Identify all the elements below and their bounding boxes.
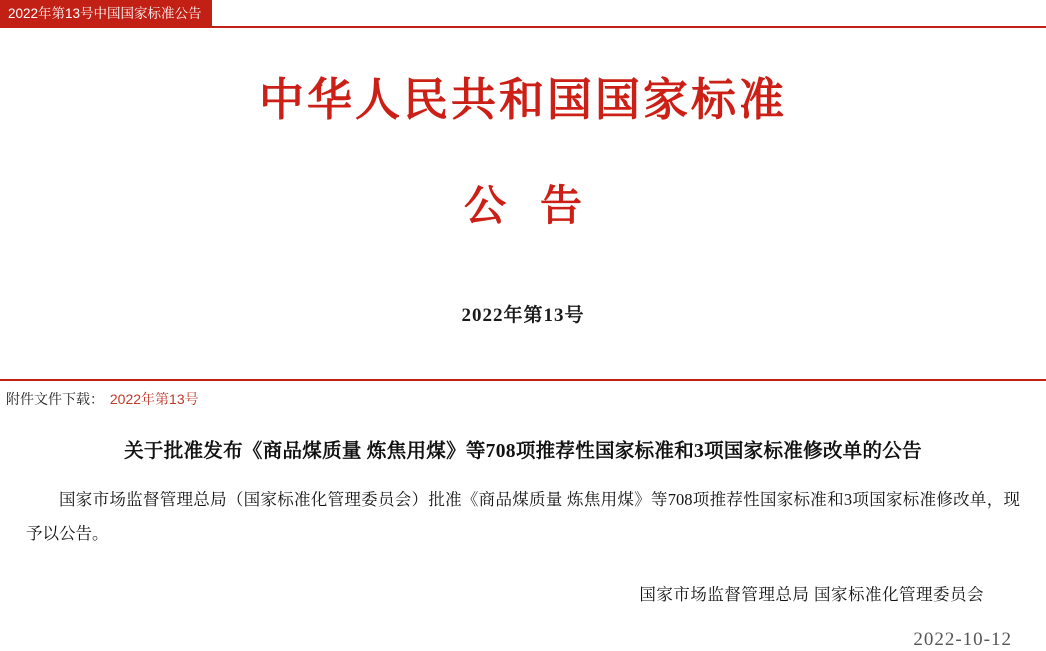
page-title: 中华人民共和国国家标准 (258, 75, 787, 125)
announcement-number: 2022年第13号 (461, 304, 585, 326)
tab-bar-underline (0, 26, 1046, 28)
masthead (0, 76, 1046, 327)
issuing-authority: 国家市场监督管理总局 国家标准化管理委员会 (639, 584, 984, 604)
tab-bar (0, 0, 1046, 28)
announcement-headline: 关于批准发布《商品煤质量 炼焦用煤》等708项推荐性国家标准和3项国家标准修改单的公告 (124, 440, 922, 462)
announcement-paragraph: 国家市场监督管理总局（国家标准化管理委员会）批准《商品煤质量 炼焦用煤》等708项推荐性国家标准和3项国家标准修改单，现予以公告。 (26, 489, 1021, 543)
page-subtitle: 公告 (463, 183, 616, 230)
document-body (0, 435, 1046, 651)
tab-announcement[interactable]: 2022年第13号中国国家标准公告 (0, 0, 212, 28)
issue-date: 2022-10-12 (913, 628, 1012, 650)
attachment-label: 附件文件下载： (6, 390, 104, 407)
attachment-row (0, 389, 1046, 409)
attachment-download-link[interactable]: 2022年第13号 (109, 390, 199, 407)
divider (0, 379, 1046, 381)
